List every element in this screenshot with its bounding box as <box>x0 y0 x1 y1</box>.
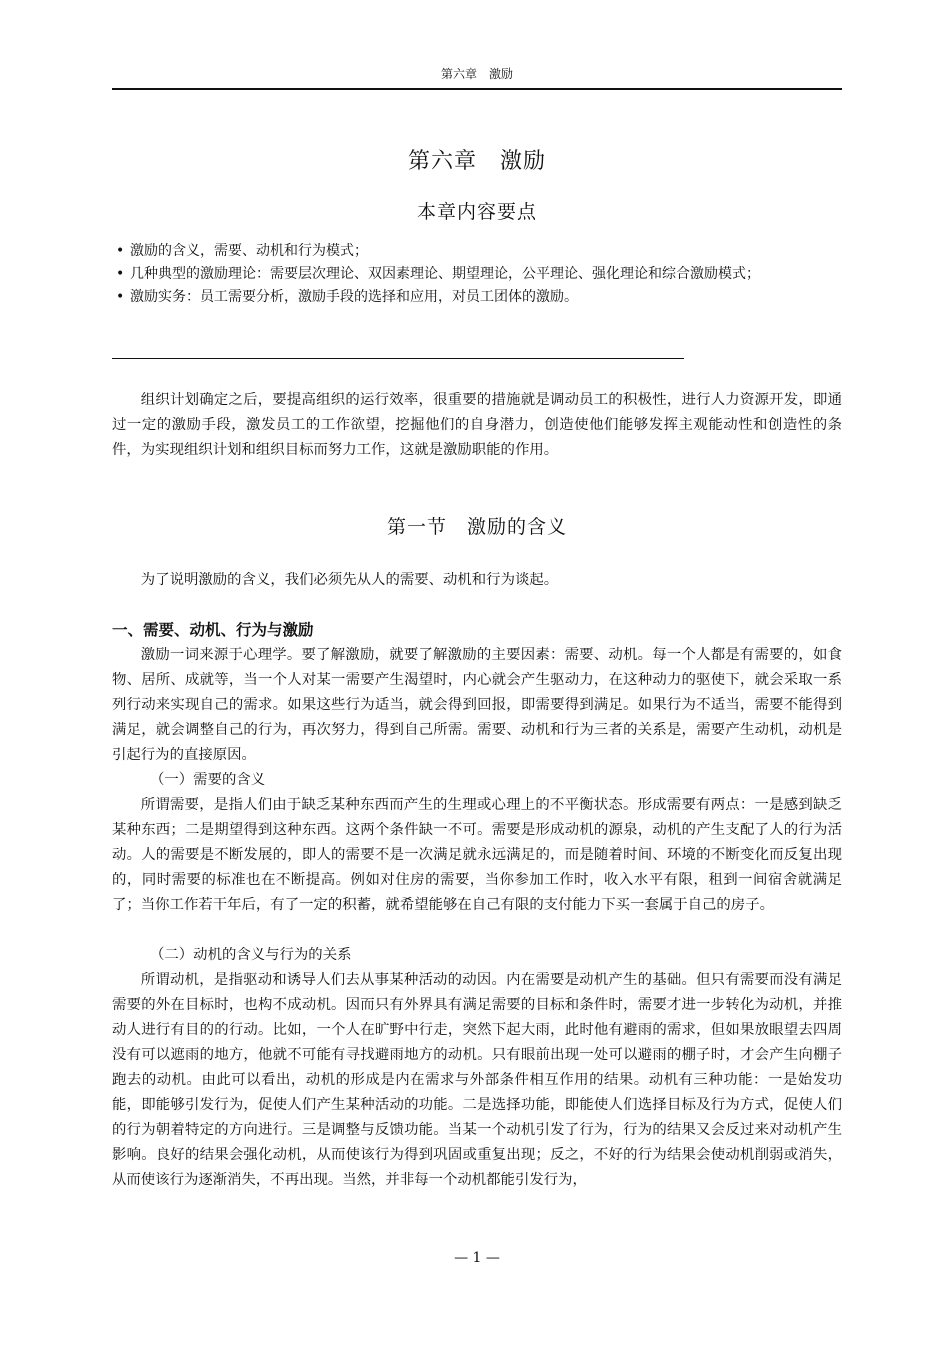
summary-bullet-text: 激励实务：员工需要分析，激励手段的选择和应用，对员工团体的激励。 <box>130 289 578 305</box>
header-rule <box>112 88 842 90</box>
section-title: 第一节 激励的含义 <box>386 516 567 538</box>
summary-bullet-list <box>116 240 842 309</box>
bullet-dot-icon: • <box>116 266 125 282</box>
summary-divider <box>112 358 684 359</box>
summary-bullet <box>116 263 842 286</box>
summary-bullet-text: 几种典型的激励理论：需要层次理论、双因素理论、期望理论，公平理论、强化理论和综合激励模式； <box>130 266 760 282</box>
subheading-needs: （一）需要的含义 <box>150 772 266 788</box>
summary-bullet <box>116 286 842 309</box>
subheading-motives: （二）动机的含义与行为的关系 <box>150 947 352 963</box>
chapter-title: 第六章 激励 <box>407 149 546 174</box>
summary-bullet <box>116 240 842 263</box>
paragraph-needs-definition: 所谓需要，是指人们由于缺乏某种东西而产生的生理或心理上的不平衡状态。形成需要有两点：一是感到缺乏某种东西；二是期望得到这种东西。这两个条件缺一不可。需要是形成动机的源泉，动机的产生支配了人的行为活动。人的需要是不断发展的，即人的需要不是一次满足就永远满足的，而是随着时间、环境的不断变化而反复出现的，同时需要的标准也在不断提高。例如对住房的需要，当你参加工作时，收入水平有限，租到一间宿舍就满足了；当你工作若干年后，有了一定的积蓄，就希望能够在自己有限的支付能力下买一套属于自己的房子。 <box>112 797 842 913</box>
bullet-dot-icon: • <box>116 289 125 305</box>
section-lead-paragraph: 为了说明激励的含义，我们必须先从人的需要、动机和行为谈起。 <box>140 572 559 588</box>
paragraph-needs-motives: 激励一词来源于心理学。要了解激励，就要了解激励的主要因素：需要、动机。每一个人都是有需要的，如食物、居所、成就等，当一个人对某一需要产生渴望时，内心就会产生驱动力，在这种动力的驱使下，就会采取一系列行动来实现自己的需求。如果这些行为适当，就会得到回报，即需要得到满足。如果行为不适当，需要不能得到满足，就会调整自己的行为，再次努力，得到自己所需。需要、动机和行为三者的关系是，需要产生动机，动机是引起行为的直接原因。 <box>112 647 842 763</box>
running-header: 第六章 激励 <box>440 67 513 81</box>
paragraph-motives-definition: 所谓动机，是指驱动和诱导人们去从事某种活动的动因。内在需要是动机产生的基础。但只有需要而没有满足需要的外在目标时，也构不成动机。因而只有外界具有满足需要的目标和条件时，需要才进一步转化为动机，并推动人进行有目的的行动。比如，一个人在旷野中行走，突然下起大雨，此时他有避雨的需求，但如果放眼望去四周没有可以遮雨的地方，他就不可能有寻找避雨地方的动机。只有眼前出现一处可以避雨的棚子时，才会产生向棚子跑去的动机。由此可以看出，动机的形成是内在需求与外部条件相互作用的结果。动机有三种功能：一是始发功能，即能够引发行为，促使人们产生某种活动的功能。二是选择功能，即能使人们选择目标及行为方式，促使人们的行为朝着特定的方向进行。三是调整与反馈功能。当某一个动机引发了行为，行为的结果又会反过来对动机产生影响。良好的结果会强化动机，从而使该行为得到巩固或重复出现；反之，不好的行为结果会使动机削弱或消失，从而使该行为逐渐消失，不再出现。当然，并非每一个动机都能引发行为， <box>112 972 842 1188</box>
summary-title: 本章内容要点 <box>416 201 537 223</box>
subsection-heading: 一、需要、动机、行为与激励 <box>112 621 314 639</box>
summary-bullet-text: 激励的含义，需要、动机和行为模式； <box>130 243 368 259</box>
bullet-dot-icon: • <box>116 243 125 259</box>
page-number: — 1 — <box>454 1250 500 1266</box>
intro-paragraph: 组织计划确定之后，要提高组织的运行效率，很重要的措施就是调动员工的积极性，进行人力资源开发，即通过一定的激励手段，激发员工的工作欲望，挖掘他们的自身潜力，创造使他们能够发挥主观能动性和创造性的条件，为实现组织计划和组织目标而努力工作，这就是激励职能的作用。 <box>112 392 842 458</box>
